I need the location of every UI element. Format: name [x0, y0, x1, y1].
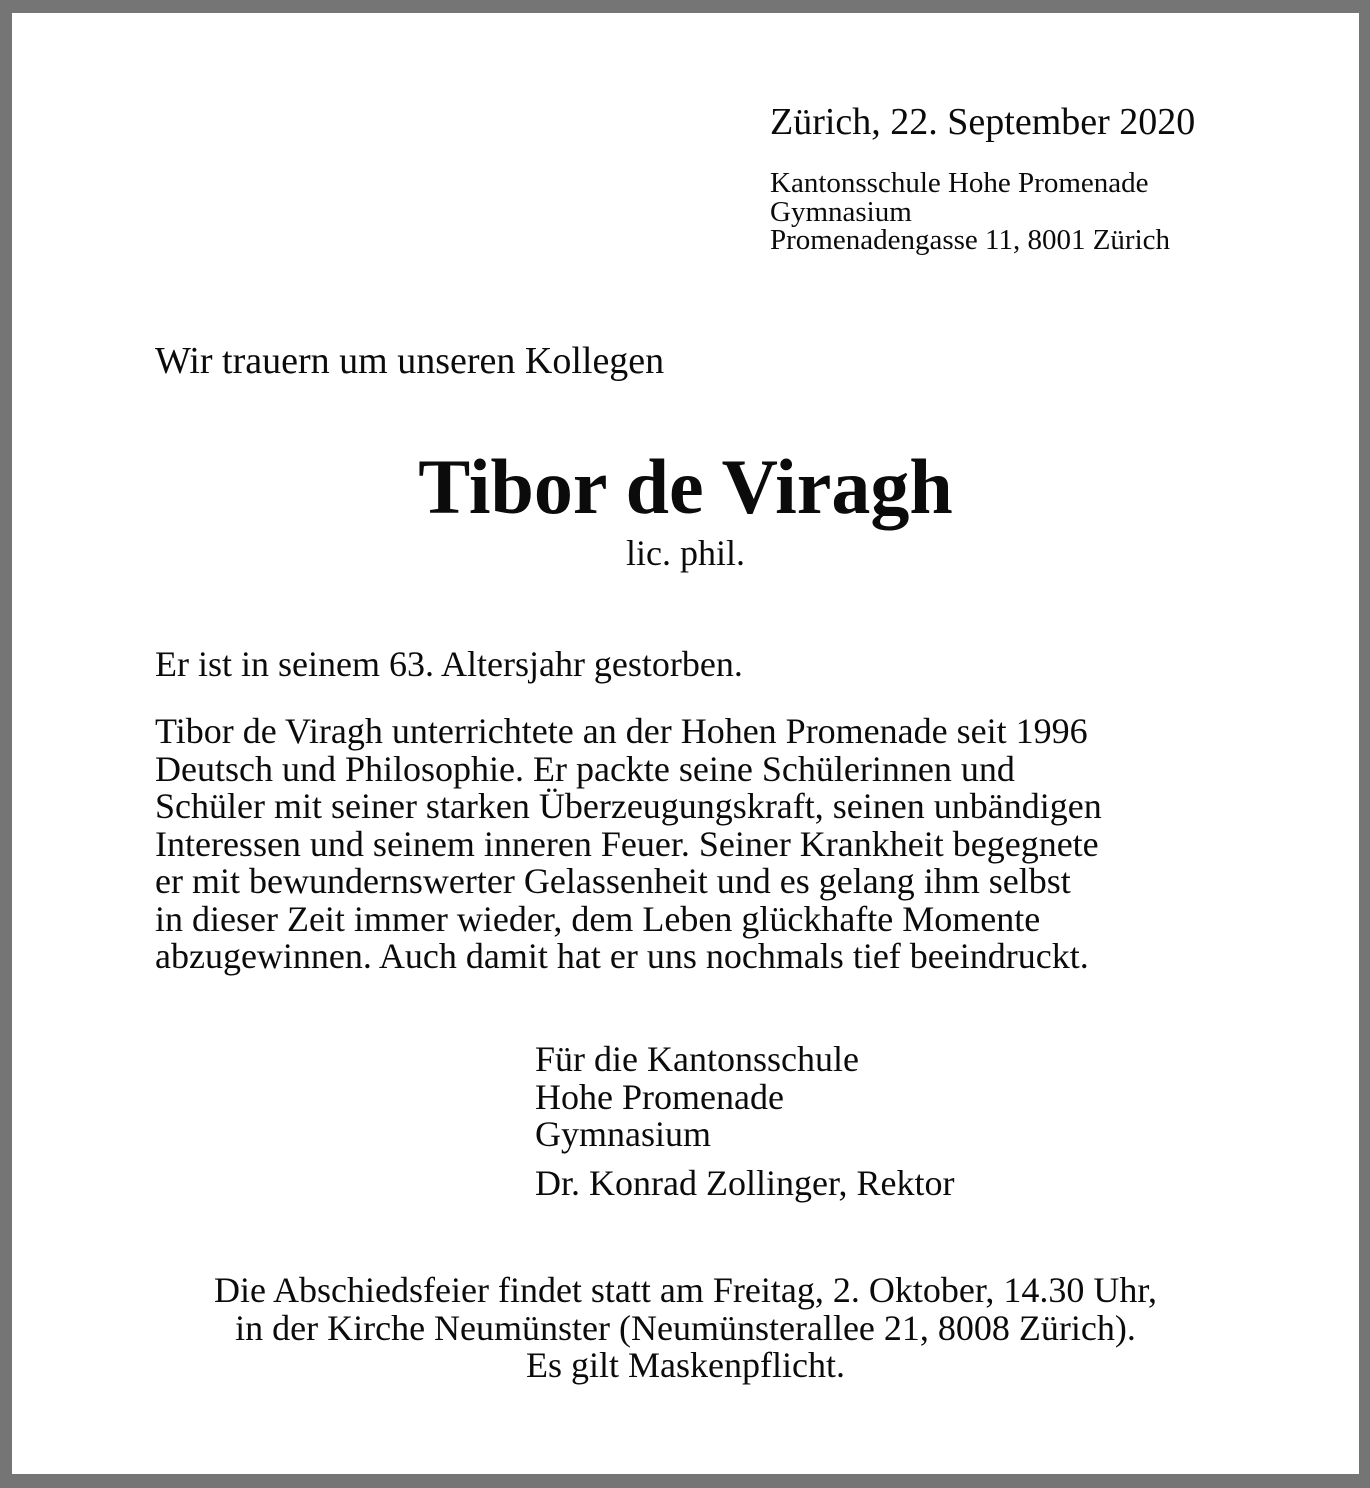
- obituary-paragraph-line: in dieser Zeit immer wieder, dem Leben glückhafte Momente: [155, 898, 1041, 939]
- death-statement: Er ist in seinem 63. Altersjahr gestorben.: [155, 644, 743, 684]
- obituary-paragraph-line: Interessen und seinem inneren Feuer. Seiner Krankheit begegnete: [155, 823, 1099, 864]
- ceremony-info-line: Die Abschiedsfeier findet statt am Freitag, 2. Oktober, 14.30 Uhr,: [214, 1270, 1157, 1310]
- deceased-name: Tibor de Viragh: [418, 443, 953, 530]
- signature-org-line: Für die Kantonsschule: [535, 1039, 859, 1079]
- mourning-intro: Wir trauern um unseren Kollegen: [155, 340, 665, 382]
- signer-name: Dr. Konrad Zollinger, Rektor: [535, 1163, 955, 1203]
- academic-title: lic. phil.: [626, 533, 745, 573]
- sender-address-block: [770, 169, 1170, 255]
- dateline: Zürich, 22. September 2020: [770, 101, 1196, 143]
- sender-line: Gymnasium: [770, 195, 912, 228]
- signature-org-block: [535, 1041, 859, 1154]
- obituary-paragraph-line: Schüler mit seiner starken Überzeugungskraft, seinen unbändigen: [155, 786, 1102, 826]
- obituary-paragraph: [155, 713, 1102, 976]
- obituary-paragraph-line: abzugewinnen. Auch damit hat er uns nochmals tief beeindruckt.: [155, 936, 1089, 976]
- sender-line: Promenadengasse 11, 8001 Zürich: [770, 224, 1170, 256]
- obituary-paragraph-line: Tibor de Viragh unterrichtete an der Hohen Promenade seit 1996: [155, 711, 1088, 751]
- ceremony-info-block: [12, 1272, 1359, 1385]
- ceremony-info-line: in der Kirche Neumünster (Neumünsterallee 21, 8008 Zürich).: [235, 1307, 1136, 1348]
- ceremony-info-line: Es gilt Maskenpflicht.: [526, 1345, 845, 1385]
- signature-org-line: Gymnasium: [535, 1114, 711, 1154]
- obituary-paragraph-line: er mit bewundernswerter Gelassenheit und es gelang ihm selbst: [155, 861, 1071, 901]
- signature-org-line: Hohe Promenade: [535, 1076, 784, 1117]
- sender-line: Kantonsschule Hohe Promenade: [770, 167, 1149, 199]
- obituary-paragraph-line: Deutsch und Philosophie. Er packte seine Schülerinnen und: [155, 748, 1015, 789]
